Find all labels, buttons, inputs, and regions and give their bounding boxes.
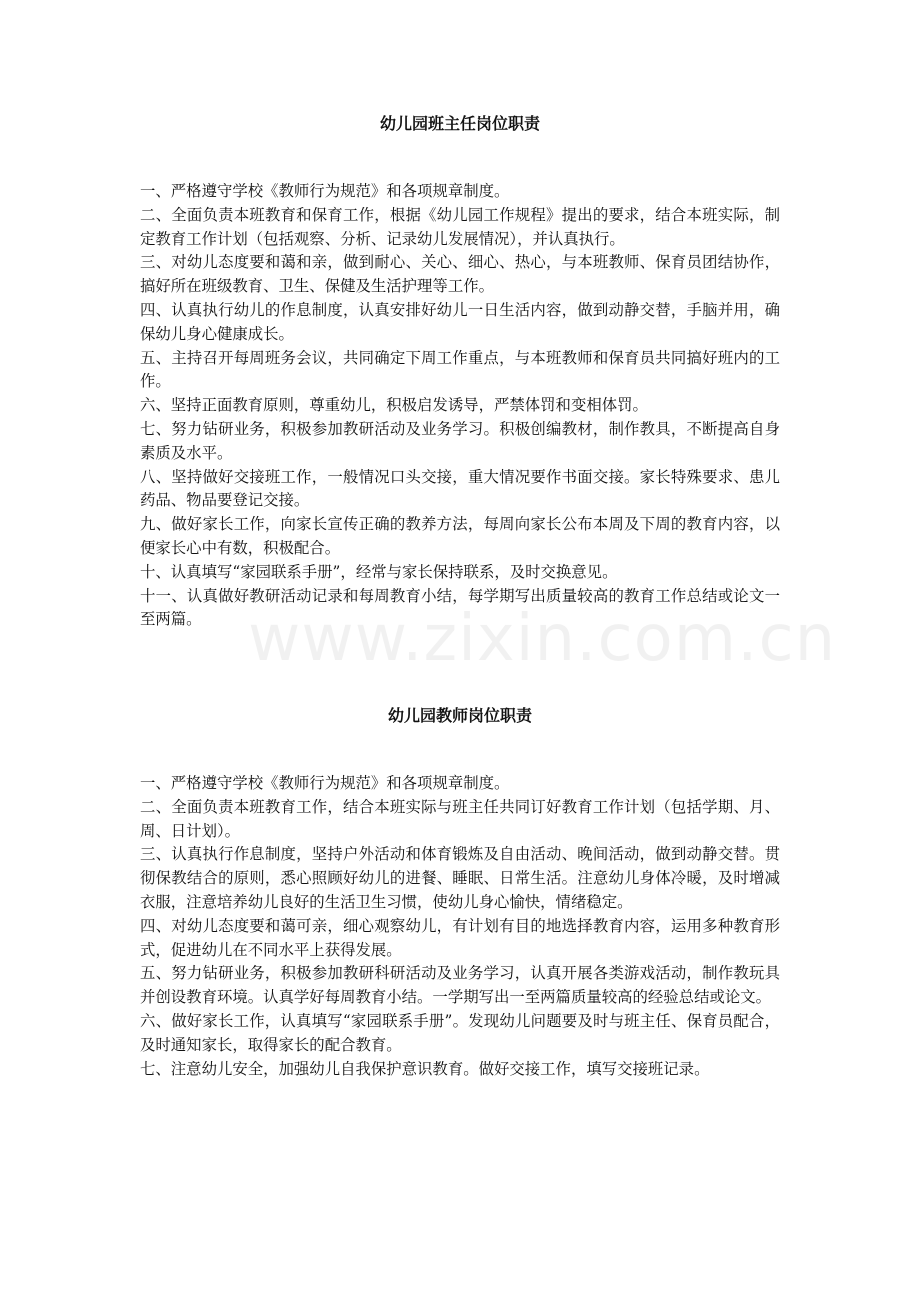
duty-item: 六、坚持正面教育原则，尊重幼儿，积极启发诱导，严禁体罚和变相体罚。 (140, 396, 648, 415)
section-head-teacher-duties (140, 112, 780, 632)
duty-item: 四、认真执行幼儿的作息制度，认真安排好幼儿一日生活内容，做到动静交替，手脑并用，确保幼儿身心健康成长。 (140, 300, 780, 343)
section-title: 幼儿园教师岗位职责 (387, 706, 532, 725)
duty-item: 六、做好家长工作，认真填写“家园联系手册”。发现幼儿问题要及时与班主任、保育员配合，及时通知家长，取得家长的配合教育。 (140, 1011, 780, 1054)
section-teacher-duties (140, 704, 780, 1081)
duty-item: 一、严格遵守学校《教师行为规范》和各项规章制度。 (140, 182, 510, 200)
watermark: www.zixin.com.cn (248, 602, 837, 676)
duty-list (140, 772, 780, 1081)
duty-item: 三、对幼儿态度要和蔼和亲，做到耐心、关心、细心、热心，与本班教师、保育员团结协作，搞好所在班级教育、卫生、保健及生活护理等工作。 (140, 253, 780, 296)
section-title: 幼儿园班主任岗位职责 (379, 114, 540, 133)
duty-item: 一、严格遵守学校《教师行为规范》和各项规章制度。 (140, 774, 510, 792)
duty-item: 八、坚持做好交接班工作，一般情况口头交接，重大情况要作书面交接。家长特殊要求、患儿药品、物品要登记交接。 (140, 467, 780, 510)
duty-item: 十、认真填写“家园联系手册”，经常与家长保持联系，及时交换意见。 (140, 562, 618, 581)
duty-item: 二、全面负责本班教育和保育工作，根据《幼儿园工作规程》提出的要求，结合本班实际，制定教育工作计划（包括观察、分析、记录幼儿发展情况），并认真执行。 (140, 205, 780, 248)
duty-item: 五、主持召开每周班务会议，共同确定下周工作重点，与本班教师和保育员共同搞好班内的工作。 (140, 348, 780, 391)
duty-item: 五、努力钻研业务，积极参加教研科研活动及业务学习，认真开展各类游戏活动，制作教玩具并创设教育环境。认真学好每周教育小结。一学期写出一至两篇质量较高的经验总结或论文。 (140, 964, 780, 1007)
duty-item: 七、努力钻研业务，积极参加教研活动及业务学习。积极创编教材，制作教具，不断提高自身素质及水平。 (140, 419, 780, 462)
duty-item: 七、注意幼儿安全，加强幼儿自我保护意识教育。做好交接工作，填写交接班记录。 (140, 1059, 710, 1078)
duty-item: 十一、认真做好教研活动记录和每周教育小结，每学期写出质量较高的教育工作总结或论文一至两篇。 (140, 586, 780, 629)
duty-list (140, 180, 780, 632)
duty-item: 九、做好家长工作，向家长宣传正确的教养方法，每周向家长公布本周及下周的教育内容，以便家长心中有数，积极配合。 (140, 515, 780, 557)
duty-item: 二、全面负责本班教育工作，结合本班实际与班主任共同订好教育工作计划（包括学期、月、周、日计划）。 (140, 797, 780, 840)
duty-item: 四、对幼儿态度要和蔼可亲，细心观察幼儿，有计划有目的地选择教育内容，运用多种教育形式，促进幼儿在不同水平上获得发展。 (140, 916, 780, 959)
duty-item: 三、认真执行作息制度，坚持户外活动和体育锻炼及自由活动、晚间活动，做到动静交替。贯彻保教结合的原则，悉心照顾好幼儿的进餐、睡眠、日常生活。注意幼儿身体冷暖，及时增减衣服，注意培养幼儿良好的生活卫生习惯，使幼儿身心愉快，情绪稳定。 (140, 845, 780, 911)
